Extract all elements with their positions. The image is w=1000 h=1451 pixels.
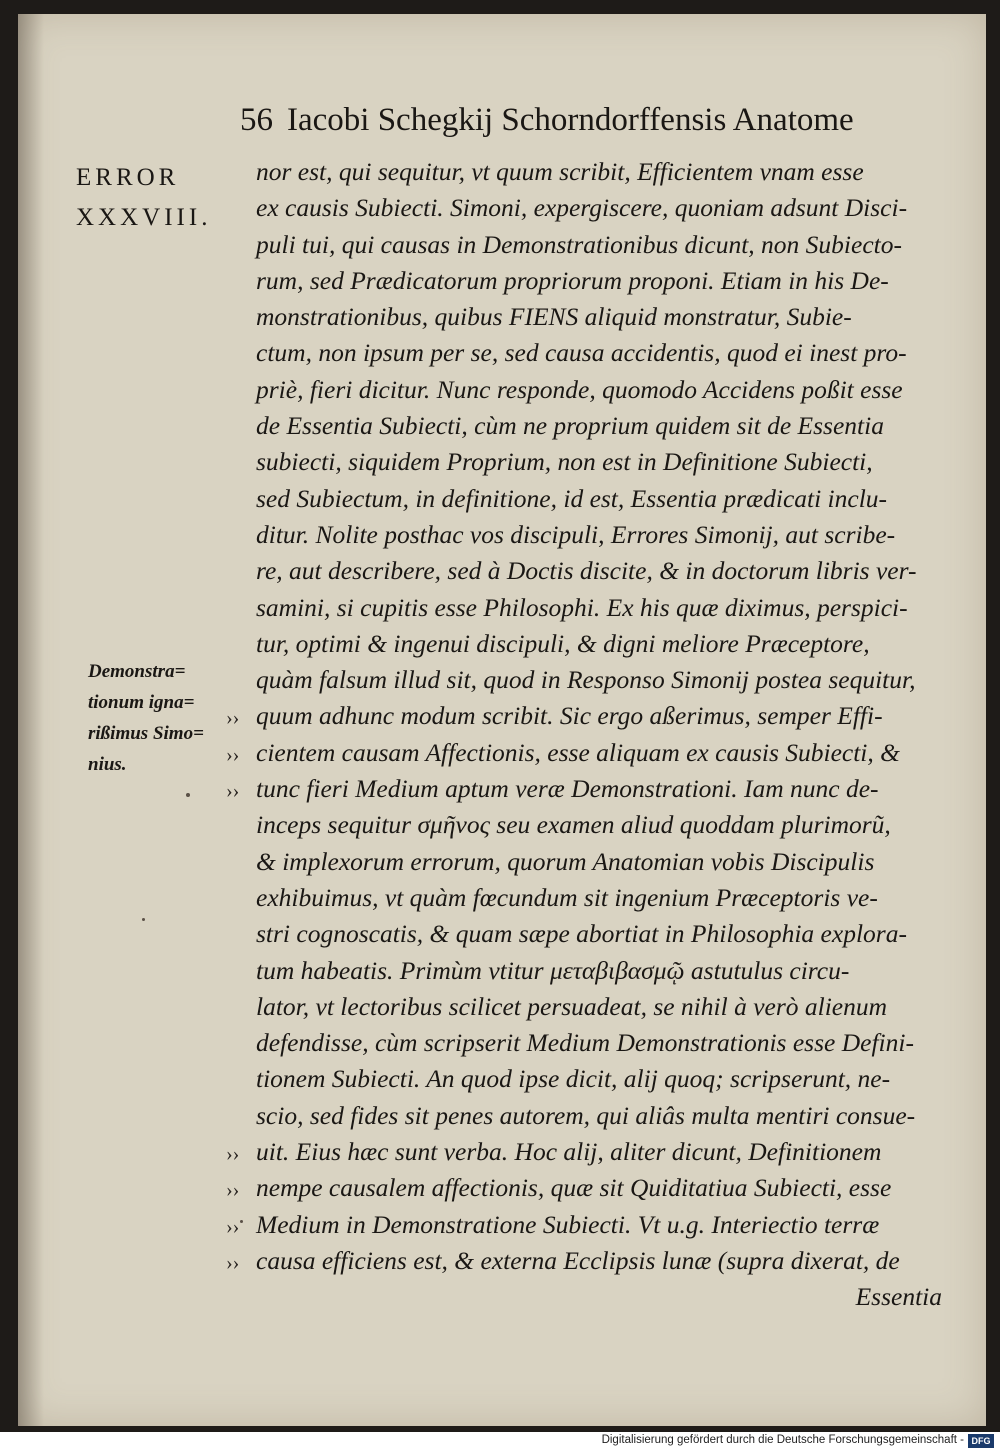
text-line	[226, 735, 942, 771]
text-line-content: tunc fieri Medium aptum veræ Demonstrationi. Iam nunc de-	[256, 774, 879, 804]
page-number: 56	[240, 102, 273, 138]
text-line-content: lator, vt lectoribus scilicet persuadeat, se nihil à verò alienum	[256, 991, 888, 1021]
text-line	[226, 1061, 942, 1097]
catchword: Essentia	[855, 1282, 942, 1312]
text-line	[226, 880, 942, 916]
error-label	[76, 158, 211, 238]
text-line-content: priè, fieri dicitur. Nunc responde, quomodo Accidens poßit esse	[256, 374, 903, 404]
text-line	[226, 481, 942, 517]
text-line-content: nor est, qui sequitur, vt quum scribit, Efficientem vnam esse	[256, 157, 864, 186]
text-line-content: monstrationibus, quibus FIENS aliquid monstratur, Subie-	[256, 302, 852, 332]
text-line	[226, 1170, 942, 1206]
ink-speck	[142, 918, 145, 921]
margin-note-line: tionum igna=	[88, 692, 195, 713]
ink-speck	[186, 793, 190, 797]
ink-speck	[240, 1220, 243, 1223]
text-line	[226, 844, 942, 880]
running-head	[240, 102, 900, 139]
text-line-content: uit. Eius hæc sunt verba. Hoc alij, aliter dicunt, Definitionem	[256, 1137, 882, 1167]
text-line	[226, 626, 942, 662]
text-line	[226, 1243, 942, 1279]
text-line	[226, 698, 942, 734]
margin-note-line: Demonstra=	[88, 661, 186, 682]
gutter-shadow	[18, 14, 44, 1426]
text-line-content: causa efficiens est, & externa Ecclipsis lunæ (supra dixerat, de	[256, 1245, 900, 1275]
running-head-title: Iacobi Schegkij Schorndorffensis Anatome	[287, 102, 854, 138]
text-line	[226, 154, 942, 190]
text-line	[226, 444, 942, 480]
text-line-content: & implexorum errorum, quorum Anatomian vobis Discipulis	[256, 846, 875, 876]
text-line	[226, 590, 942, 626]
text-line-content: sed Subiectum, in definitione, id est, Essentia prædicati inclu-	[256, 483, 888, 513]
text-line-content: inceps sequitur σμῆνος seu examen aliud quoddam plurimorũ,	[256, 810, 891, 840]
quotation-mark: ››	[226, 1143, 240, 1166]
text-line	[226, 1134, 942, 1170]
text-line	[226, 989, 942, 1025]
quotation-mark: ››	[226, 743, 240, 766]
quotation-mark: ››	[226, 707, 240, 730]
text-line	[226, 662, 942, 698]
text-line-content: tum habeatis. Primùm vtitur μεταβιβασμῷ astutulus circu-	[256, 955, 850, 985]
text-line-content: exhibuimus, vt quàm fœcundum sit ingenium Præceptoris ve-	[256, 882, 878, 912]
error-label-line: ERROR	[76, 164, 180, 191]
text-line	[226, 190, 942, 226]
text-line	[226, 553, 942, 589]
text-line-content: ditur. Nolite posthac vos discipuli, Errores Simonij, aut scribe-	[256, 519, 896, 549]
text-line-content: Medium in Demonstratione Subiecti. Vt u.g. Interiectio terræ	[256, 1209, 880, 1239]
text-line-content: de Essentia Subiecti, cùm ne proprium quidem sit de Essentia	[256, 411, 884, 441]
margin-note-line: rißimus Simo=	[88, 723, 204, 744]
text-line	[226, 1098, 942, 1134]
text-line-content: re, aut describere, sed à Doctis discite, & in doctorum libris ver-	[256, 556, 917, 586]
text-line-content: tionem Subiecti. An quod ipse dicit, alij quoq; scripserunt, ne-	[256, 1064, 891, 1094]
quotation-mark: ››	[226, 1215, 240, 1238]
text-line-content: puli tui, qui causas in Demonstrationibus dicunt, non Subiecto-	[256, 229, 902, 259]
text-line	[226, 1025, 942, 1061]
text-line-content: scio, sed fides sit penes autorem, qui aliâs multa mentiri consue-	[256, 1100, 916, 1130]
quotation-mark: ››	[226, 1179, 240, 1202]
text-line-content: cientem causam Affectionis, esse aliquam ex causis Subiecti, &	[256, 737, 900, 767]
text-line-content: samini, si cupitis esse Philosophi. Ex his quæ diximus, perspici-	[256, 592, 908, 622]
text-line-content: nempe causalem affectionis, quæ sit Quiditatiua Subiecti, esse	[256, 1173, 892, 1203]
text-line	[226, 263, 942, 299]
text-line-content: defendisse, cùm scripserit Medium Demonstrationis esse Defini-	[256, 1028, 914, 1058]
margin-note-line: nius.	[88, 754, 127, 775]
text-line-content: ctum, non ipsum per se, sed causa accidentis, quod ei inest pro-	[256, 338, 907, 368]
text-line-content: quàm falsum illud sit, quod in Responso Simonij postea sequitur,	[256, 665, 916, 695]
body-text	[226, 154, 942, 1316]
text-line-content: ex causis Subiecti. Simoni, expergiscere, quoniam adsunt Disci-	[256, 193, 908, 223]
text-line	[226, 953, 942, 989]
text-line	[226, 1207, 942, 1243]
text-line	[226, 771, 942, 807]
quotation-mark: ››	[226, 780, 240, 803]
text-line	[226, 335, 942, 371]
text-line	[226, 916, 942, 952]
margin-note	[88, 656, 204, 780]
dfg-logo: DFG	[968, 1434, 994, 1448]
text-line-content: quum adhunc modum scribit. Sic ergo aßerimus, semper Effi-	[256, 701, 883, 731]
text-line-content: subiecti, siquidem Proprium, non est in Definitione Subiecti,	[256, 447, 873, 477]
text-line	[226, 372, 942, 408]
footer-credit: Digitalisierung gefördert durch die Deutsche Forschungsgemeinschaft -	[601, 1434, 964, 1446]
error-label-line: XXXVIII.	[76, 204, 212, 231]
text-line	[226, 408, 942, 444]
text-line-content: rum, sed Prædicatorum propriorum proponi. Etiam in his De-	[256, 265, 889, 295]
text-line	[226, 299, 942, 335]
text-line	[226, 807, 942, 843]
text-line-content: stri cognoscatis, & quam sæpe abortiat in Philosophia explora-	[256, 919, 907, 949]
text-line	[226, 517, 942, 553]
text-line-content: tur, optimi & ingenui discipuli, & digni meliore Præceptore,	[256, 628, 870, 658]
text-line	[226, 227, 942, 263]
quotation-mark: ››	[226, 1251, 240, 1274]
